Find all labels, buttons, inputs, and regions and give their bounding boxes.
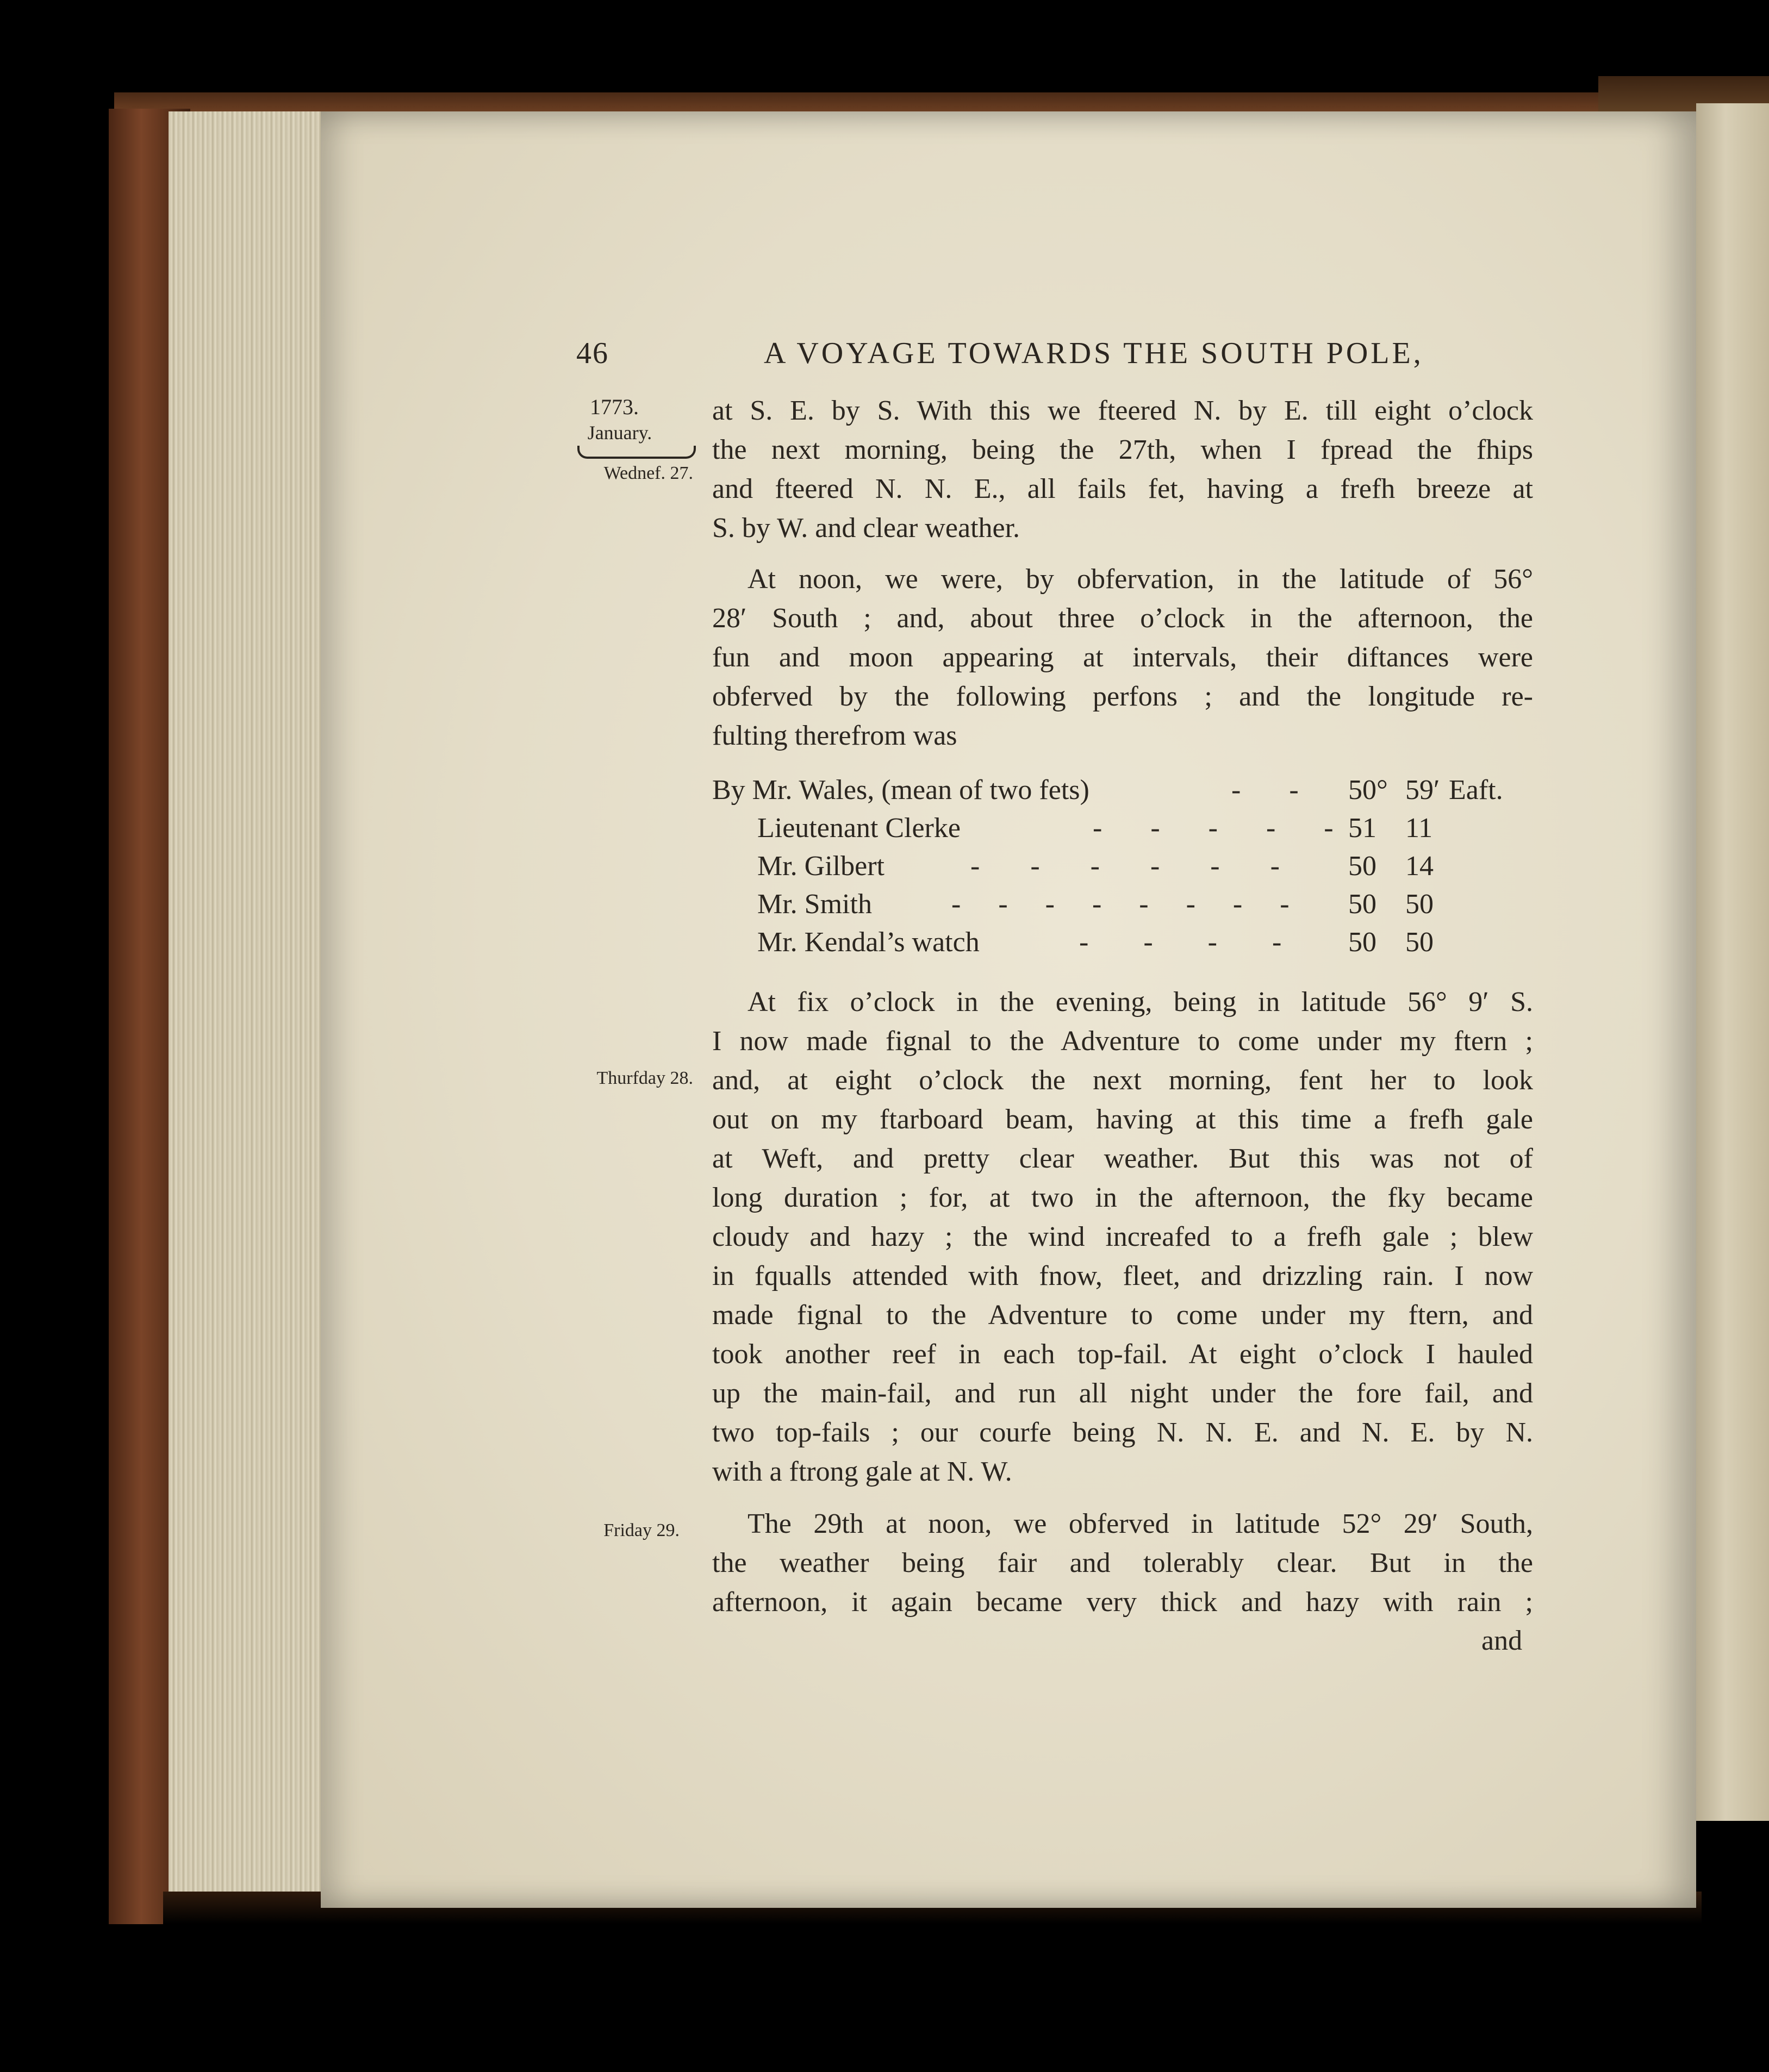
paragraph3-line: made fignal to the Adventure to come under my ftern, and [712,1300,1533,1331]
paragraph3-line: up the main-fail, and run all night under the fore fail, and [712,1378,1533,1409]
paragraph4-line: afternoon, it again became very thick and hazy with rain ; [712,1587,1533,1618]
paragraph3-line: long duration ; for, at two in the afternoon, the fky became [712,1182,1533,1213]
page-number: 46 [576,336,609,370]
observer-name: Mr. Gilbert [757,851,884,882]
paragraph3-line: two top-fails ; our courfe being N. N. E. and N. E. by N. [712,1417,1533,1448]
paragraph4-line: The 29th at noon, we obferved in latitude 52° 29′ South, [748,1508,1533,1539]
leader-dashes: - - - - - - [970,851,1301,882]
paragraph2-line: 28′ South ; and, about three o’clock in the afternoon, the [712,603,1533,634]
paragraph3-line: and, at eight o’clock the next morning, fent her to look [712,1065,1533,1096]
margin-date-wednesday: Wednef. 27. [603,463,693,483]
longitude-minutes: 50 [1405,927,1434,958]
paragraph3-line: cloudy and hazy ; the wind increafed to a frefh gale ; blew [712,1221,1533,1252]
page-stack-edges [169,111,332,1900]
paragraph4-line: the weather being fair and tolerably clear. But in the [712,1547,1533,1578]
paragraph1-line: the next morning, being the 27th, when I fpread the fhips [712,434,1533,465]
observation-row [0,885,1769,924]
observer-name: Lieutenant Clerke [757,813,961,844]
paragraph3-line: with a ftrong gale at N. W. [712,1456,1012,1487]
paragraph3-line: I now made fignal to the Adventure to come under my ftern ; [712,1026,1533,1057]
longitude-degrees: 50° [1348,775,1388,806]
paragraph2-line: fulting therefrom was [712,720,957,751]
observer-name: By Mr. Wales, (mean of two fets) [712,775,1089,806]
catchword: and [1481,1625,1523,1656]
paragraph3-line: out on my ftarboard beam, having at this time a frefh gale [712,1104,1533,1135]
leader-dashes: - - - - [1079,927,1306,958]
observation-row [0,923,1769,962]
margin-month: January. [587,422,652,444]
longitude-degrees: 50 [1348,889,1376,920]
paragraph3-line: at Weft, and pretty clear weather. But this was not of [712,1143,1533,1174]
paragraph2-line: fun and moon appearing at intervals, their diftances were [712,642,1533,673]
observer-name: Mr. Kendal’s watch [757,927,980,958]
margin-brace [577,446,696,459]
longitude-minutes: 11 [1405,813,1433,844]
longitude-minutes: 14 [1405,851,1434,882]
paragraph2-line: At noon, we were, by obfervation, in the latitude of 56° [748,564,1533,595]
longitude-degrees: 51 [1348,813,1376,844]
paragraph1-line: S. by W. and clear weather. [712,513,1020,544]
paragraph2-line: obferved by the following perfons ; and the longitude re- [712,681,1533,712]
longitude-minutes: 59′ [1405,775,1440,806]
margin-date-thursday: Thurfday 28. [596,1068,693,1088]
paragraph3-line: in fqualls attended with fnow, fleet, and drizzling rain. I now [712,1260,1533,1291]
paragraph3-line: took another reef in each top-fail. At eight o’clock I hauled [712,1339,1533,1370]
longitude-direction: Eaft. [1449,775,1503,806]
longitude-minutes: 50 [1405,889,1434,920]
running-title: A VOYAGE TOWARDS THE SOUTH POLE, [764,336,1424,370]
paragraph1-line: at S. E. by S. With this we fteered N. by E. till eight o’clock [712,395,1533,426]
longitude-degrees: 50 [1348,927,1376,958]
observer-name: Mr. Smith [757,889,872,920]
facing-page-edge [1696,103,1769,1821]
paragraph3-line: At fix o’clock in the evening, being in latitude 56° 9′ S. [748,987,1533,1018]
observation-row [0,847,1769,886]
leader-dashes: - - [1231,775,1319,806]
observation-row [0,809,1769,848]
longitude-degrees: 50 [1348,851,1376,882]
leader-dashes: - - - - - - - - [951,889,1305,920]
margin-year: 1773. [590,395,639,419]
paragraph1-line: and fteered N. N. E., all fails fet, having a frefh breeze at [712,473,1533,504]
leader-dashes: - - - - - [1093,813,1354,844]
margin-date-friday: Friday 29. [603,1520,680,1540]
observation-row [0,771,1769,810]
